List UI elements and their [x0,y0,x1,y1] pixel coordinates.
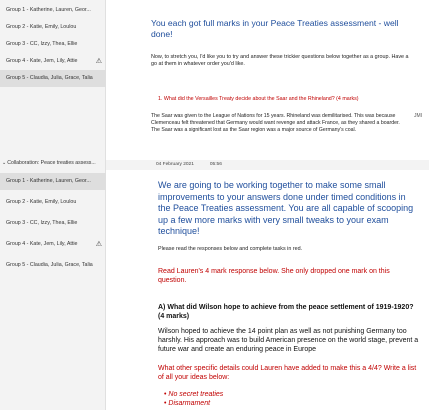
page-date-bar [106,160,429,170]
section-group-5-bottom[interactable] [0,257,106,274]
section-label: Group 4 - Kate, Jem, Lily, Attie [6,58,78,64]
section-label: Group 1 - Katherine, Lauren, Geor... [6,7,91,13]
section-group-1-top[interactable] [0,2,106,19]
warning-icon: ⚠ [95,241,102,248]
section-label: Group 3 - CC, Izzy, Thea, Ellie [6,41,78,47]
page2-red-task: What other specific details could Lauren have added to make this a 4/4? Write a list of all your ideas below: [158,365,417,382]
page2-red-intro: Read Lauren's 4 mark response below. She only dropped one mark on this question. [158,268,390,285]
section-group-1-bottom[interactable] [0,173,106,190]
section-group-2-top[interactable] [0,19,106,36]
section-group-5-top[interactable] [0,70,106,87]
section-group-4-top[interactable] [0,53,106,70]
page-time: 05:56 [209,162,222,167]
page-date: 04 February 2021 [156,162,194,167]
section-label: Group 2 - Katie, Emily, Loulou [6,199,77,205]
page1-intro: Now, to stretch you, I'd like you to try and answer these trickier questions below together as a group. Have a go at them in whatever order you'd like. [151,54,409,68]
page1-side-mark: JMI [414,113,423,119]
page1-heading: You each got full marks in your Peace Treaties assessment - well done! [151,18,399,39]
notebook-sidebar [0,0,106,410]
section-group-2-bottom[interactable] [0,194,106,211]
warning-icon: ⚠ [95,58,102,65]
section-group-3-bottom[interactable] [0,215,106,232]
page2-bullet-list[interactable] [164,391,223,408]
section-label: Group 4 - Kate, Jem, Lily, Attie [6,241,78,247]
section-group-4-bottom[interactable] [0,236,106,253]
chevron-down-icon[interactable]: ⌄ [2,160,7,166]
list-item: • Disarmament [164,400,223,409]
page2-wilson-answer[interactable]: Wilson hoped to achieve the 14 point plan as well as not punishing Germany too harshly. His approach was to build American presence on the world stage, prevent a future war and create an enduring peace in Europe [158,328,419,354]
section-label: Group 2 - Katie, Emily, Loulou [6,24,77,30]
section-label: Group 3 - CC, Izzy, Thea, Ellie [6,220,78,226]
section-group-3-top[interactable] [0,36,106,53]
list-item: • No secret treaties [164,391,223,400]
page2-heading: We are going to be working together to make some small improvements to your answers done under timed conditions in the Peace Treaties assessment. You are all capable of scooping up a few more marks with very small tweaks to your exam technique! [158,180,414,237]
page-content[interactable] [106,0,429,410]
page1-answer[interactable]: The Saar was given to the League of Nations for 15 years. Rhineland was demilitarised. This was because Clemenceau felt threatened that Germany would want revenge and attack France, as they shared a boarder. The Saar was a significant lost as the Saar region was a major source of Germany's coal. [151,113,400,133]
page2-instruction: Please read the responses below and complete tasks in red. [158,246,303,252]
section-label: Group 5 - Claudia, Julia, Grace, Talia [6,75,93,81]
section-title: Collaboration: Peace treaties assess... [7,160,96,166]
page1-question: 1. What did the Versailles Treaty decide about the Saar and the Rhineland? (4 marks) [158,96,359,102]
section-label: Group 5 - Claudia, Julia, Grace, Talia [6,262,93,268]
section-label: Group 1 - Katherine, Lauren, Geor... [6,178,91,184]
collaboration-section-header[interactable] [0,156,106,170]
page2-question-a: A) What did Wilson hope to achieve from the peace settlement of 1919-1920? (4 marks) [158,304,414,321]
